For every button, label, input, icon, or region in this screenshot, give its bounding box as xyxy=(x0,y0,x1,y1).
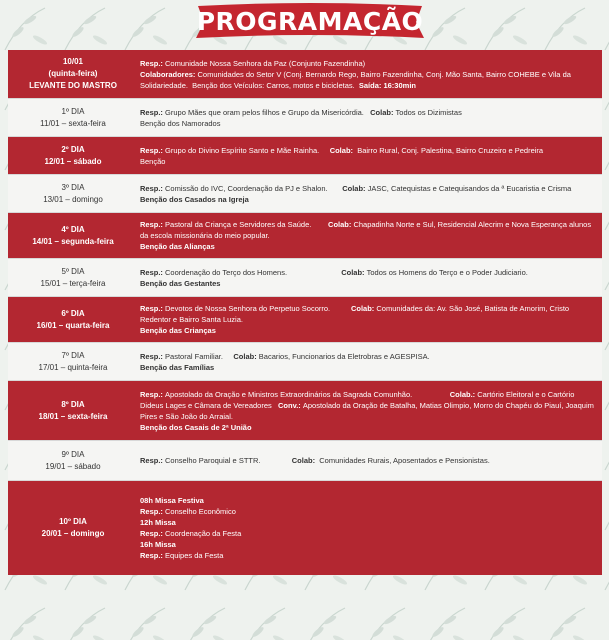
detail-line xyxy=(140,528,594,539)
detail-line xyxy=(140,422,594,433)
detail-text: Grupo do Divino Espírito Santo e Mãe Rainha. xyxy=(165,145,330,155)
day-date: LEVANTE DO MASTRO xyxy=(29,81,117,90)
detail-line xyxy=(140,550,594,561)
details-cell xyxy=(138,259,602,296)
detail-text: Comunidades Rurais, Aposentados e Pensionistas. xyxy=(317,456,490,465)
detail-line xyxy=(140,219,594,241)
detail-line xyxy=(140,389,594,422)
detail-bold-text: Colab: xyxy=(342,183,368,193)
day-cell xyxy=(8,50,138,98)
detail-bold-text: Resp.: xyxy=(140,507,166,516)
detail-bold-text: Resp.: xyxy=(140,389,166,399)
detail-line xyxy=(140,517,594,528)
page-title: PROGRAMAÇÃO xyxy=(196,7,424,36)
detail-bold-text: Colab: xyxy=(291,456,318,465)
day-label: 8º DIA xyxy=(61,399,85,409)
detail-text: Comissão do IVC, Coordenação da PJ e Shalon. xyxy=(165,183,343,193)
detail-line xyxy=(140,506,594,517)
detail-text: Apostolado da Oração de Batalha, Matias Olimpio, Morro do Chapéu do Piauí, Joaquim Pires e São João do Arraial. xyxy=(140,400,596,421)
detail-text: Pastoral Familiar. xyxy=(165,351,234,361)
day-label: 5º DIA xyxy=(61,266,85,276)
details-cell xyxy=(138,381,602,440)
day-cell xyxy=(8,99,138,136)
detail-line xyxy=(140,362,594,373)
detail-text: Comunidades do Setor V (Conj. Bernardo Rego, Bairro Fazendinha, Conj. Mão Santa, Bairro COHEBE e Vila da Solidariedade. Benção dos Veículos: Carros, motos e bicicletas. xyxy=(140,69,574,90)
details-cell xyxy=(138,213,602,258)
detail-text: Benção xyxy=(140,156,166,166)
detail-line xyxy=(140,194,594,205)
detail-text: Chapadinha Norte e Sul, Residencial Alecrim e Nova Esperança alunos da escola missionária do meio popular. xyxy=(140,220,594,240)
details-cell xyxy=(138,175,602,212)
detail-bold-text: Colab: xyxy=(233,351,259,361)
detail-bold-text: Resp.: xyxy=(140,304,166,313)
details-cell xyxy=(138,137,602,174)
detail-text: Devotos de Nossa Senhora do Perpetuo Socorro. xyxy=(165,304,351,313)
day-cell xyxy=(8,481,138,575)
day-label: 10º DIA xyxy=(59,517,87,526)
day-date: 17/01 – quinta-feira xyxy=(38,362,108,372)
day-label: 2º DIA xyxy=(61,144,85,154)
detail-bold-text: Benção dos Casados na Igreja xyxy=(140,194,249,204)
detail-bold-text: Benção das Crianças xyxy=(140,326,216,335)
detail-text: Equipes da Festa xyxy=(165,551,224,560)
detail-bold-text: Resp.: xyxy=(140,220,166,229)
day-cell xyxy=(8,213,138,258)
detail-text: Bairro Rural, Conj. Palestina, Bairro Cruzeiro e Pedreira xyxy=(355,145,544,155)
detail-line xyxy=(140,455,594,466)
detail-bold-text: Resp.: xyxy=(140,529,166,538)
detail-bold-text: Benção das Gestantes xyxy=(140,278,221,288)
detail-bold-text: Colaboradores: xyxy=(140,69,198,79)
day-label: 7º DIA xyxy=(61,350,85,360)
detail-bold-text: Saída: 16:30min xyxy=(358,80,416,90)
detail-bold-text: Colab: xyxy=(370,107,396,117)
detail-bold-text: Resp.: xyxy=(140,145,166,155)
day-cell xyxy=(8,297,138,342)
detail-line xyxy=(140,156,594,167)
schedule-row xyxy=(8,440,602,480)
detail-text: Grupo Mães que oram pelos filhos e Grupo da Misericórdia. xyxy=(165,107,371,117)
schedule-row xyxy=(8,380,602,440)
day-date: 18/01 – sexta-feira xyxy=(38,411,108,421)
details-cell xyxy=(138,99,602,136)
detail-bold-text: Colab: xyxy=(341,267,367,277)
schedule-row xyxy=(8,98,602,136)
day-label: 6º DIA xyxy=(61,308,85,318)
detail-bold-text: Benção das Alianças xyxy=(140,242,215,251)
detail-text: Todos os Dizimistas xyxy=(395,107,462,117)
day-label: 4º DIA xyxy=(61,224,85,234)
day-date: 11/01 – sexta-feira xyxy=(40,118,106,128)
detail-text: JASC, Catequistas e Catequisandos da ª Eucaristia e Crisma xyxy=(367,183,572,193)
schedule-row xyxy=(8,296,602,342)
schedule-row xyxy=(8,212,602,258)
day-cell xyxy=(8,441,138,480)
detail-text: Comunidades da: Av. São José, Batista de Amorim, Cristo Redentor e Bairro Santa Luzia. xyxy=(140,304,572,324)
detail-bold-text: 12h Missa xyxy=(140,518,176,527)
schedule-row xyxy=(8,258,602,296)
detail-text: Comunidade Nossa Senhora da Paz (Conjunto Fazendinha) xyxy=(165,58,366,68)
schedule-table xyxy=(8,50,602,575)
detail-bold-text: Resp.: xyxy=(140,551,166,560)
day-cell xyxy=(8,137,138,174)
schedule-row xyxy=(8,342,602,380)
detail-line xyxy=(140,303,594,325)
day-cell xyxy=(8,381,138,440)
day-label: 9º DIA xyxy=(61,449,85,459)
day-date: 16/01 – quarta-feira xyxy=(36,320,110,330)
detail-text: Benção dos Namorados xyxy=(140,118,221,128)
detail-line xyxy=(140,58,594,69)
day-date: 15/01 – terça-feira xyxy=(40,278,106,288)
detail-line xyxy=(140,69,594,91)
detail-bold-text: 08h Missa Festiva xyxy=(140,496,204,505)
detail-bold-text: 16h Missa xyxy=(140,540,176,549)
detail-line xyxy=(140,145,594,156)
schedule-row xyxy=(8,136,602,174)
detail-bold-text: Colab: xyxy=(328,220,354,229)
detail-text: Coordenação da Festa xyxy=(165,529,242,538)
schedule-row xyxy=(8,174,602,212)
day-label: 10/01 xyxy=(62,57,84,66)
detail-bold-text: Benção dos Casais de 2ª União xyxy=(140,422,252,432)
day-date: 12/01 – sábado xyxy=(44,156,102,166)
detail-line xyxy=(140,351,594,362)
details-cell xyxy=(138,441,602,480)
day-label: 1º DIA xyxy=(61,106,85,116)
detail-text: Pastoral da Criança e Servidores da Saúde. xyxy=(165,220,329,229)
day-date: 19/01 – sábado xyxy=(45,461,101,471)
schedule-row xyxy=(8,50,602,98)
detail-bold-text: Benção das Famílias xyxy=(140,362,215,372)
detail-bold-text: Resp.: xyxy=(140,351,166,361)
detail-line xyxy=(140,183,594,194)
detail-text: Bacarios, Funcionarios da Eletrobras e AGESPISA. xyxy=(258,351,430,361)
day-date: 20/01 – domingo xyxy=(41,529,105,538)
details-cell xyxy=(138,343,602,380)
detail-bold-text: Resp.: xyxy=(140,58,166,68)
detail-line xyxy=(140,278,594,289)
detail-line xyxy=(140,539,594,550)
detail-line xyxy=(140,107,594,118)
detail-text: Todos os Homens do Terço e o Poder Judiciario. xyxy=(366,267,528,277)
detail-line xyxy=(140,118,594,129)
day-date: 14/01 – segunda-feira xyxy=(32,236,114,246)
detail-bold-text: Resp.: xyxy=(140,183,166,193)
detail-text: Coordenação do Terço dos Homens. xyxy=(165,267,342,277)
detail-text: Conselho Paroquial e STTR. xyxy=(165,456,292,465)
day-cell xyxy=(8,343,138,380)
detail-bold-text: Resp.: xyxy=(140,456,166,465)
detail-bold-text: Colab: xyxy=(329,145,356,155)
schedule-row xyxy=(8,480,602,575)
detail-bold-text: Colab.: xyxy=(449,389,478,399)
day-cell xyxy=(8,175,138,212)
day-date: (quinta-feira) xyxy=(48,69,98,78)
detail-bold-text: Colab: xyxy=(350,304,377,313)
detail-text: Conselho Econômico xyxy=(165,507,236,516)
detail-text: Apostolado da Oração e Ministros Extraordinários da Sagrada Comunhão. xyxy=(165,389,450,399)
day-cell xyxy=(8,259,138,296)
detail-bold-text: Resp.: xyxy=(140,107,166,117)
details-cell xyxy=(138,481,602,575)
detail-line xyxy=(140,325,594,336)
details-cell xyxy=(138,297,602,342)
details-cell xyxy=(138,50,602,98)
detail-line xyxy=(140,267,594,278)
detail-bold-text: Resp.: xyxy=(140,267,166,277)
detail-bold-text: Conv.: xyxy=(278,400,303,410)
detail-line xyxy=(140,495,594,506)
detail-text: Cartório Eleitoral e o Cartório Dideus Lages e Câmara de Vereadores xyxy=(140,389,577,410)
day-label: 3º DIA xyxy=(61,182,85,192)
day-date: 13/01 – domingo xyxy=(43,194,103,204)
detail-line xyxy=(140,241,594,252)
